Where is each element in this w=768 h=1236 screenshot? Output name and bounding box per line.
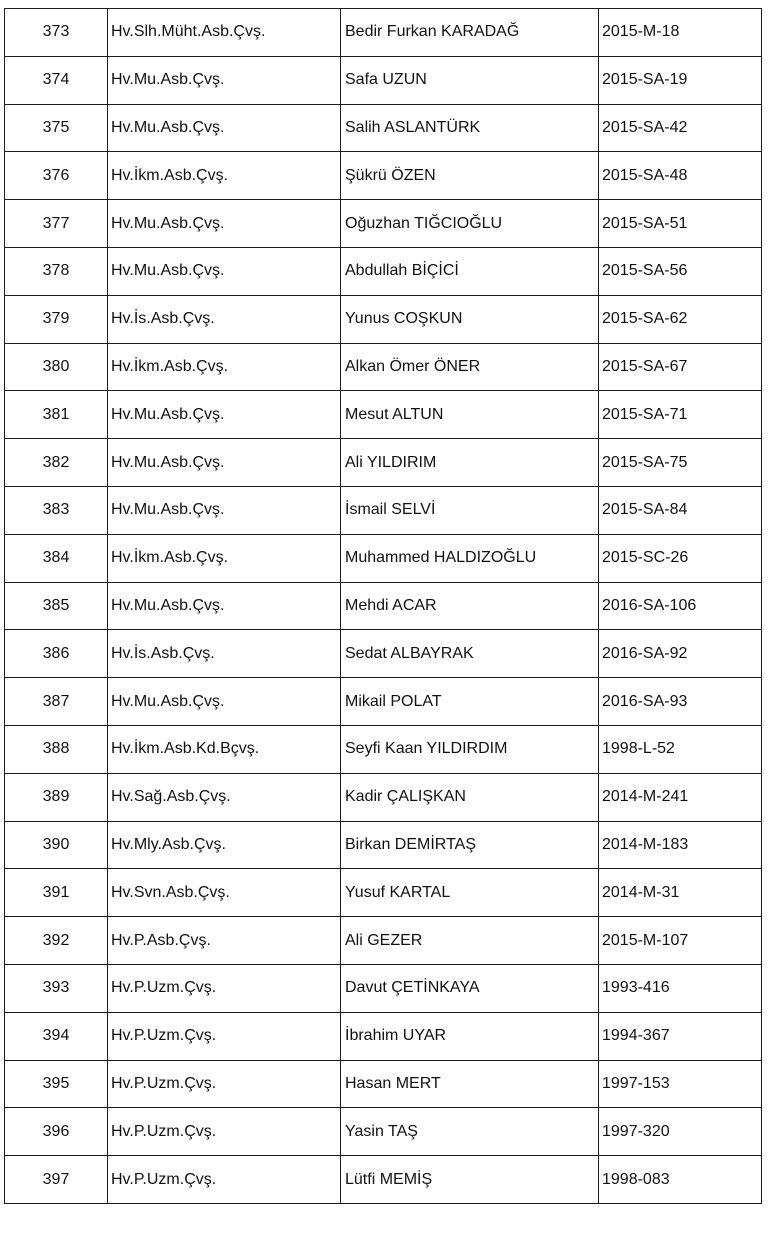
name-cell: Lütfi MEMİŞ — [341, 1156, 599, 1204]
rank-cell: Hv.Slh.Müht.Asb.Çvş. — [108, 9, 341, 57]
registry-number-cell: 2014-M-183 — [599, 821, 762, 869]
rank-cell: Hv.Mu.Asb.Çvş. — [108, 678, 341, 726]
registry-number-cell: 1998-L-52 — [599, 725, 762, 773]
row-number-cell: 397 — [5, 1156, 108, 1204]
name-cell: İbrahim UYAR — [341, 1012, 599, 1060]
rank-cell: Hv.Mu.Asb.Çvş. — [108, 391, 341, 439]
row-number-cell: 375 — [5, 104, 108, 152]
name-cell: Birkan DEMİRTAŞ — [341, 821, 599, 869]
registry-number-cell: 1993-416 — [599, 964, 762, 1012]
table-row — [5, 725, 762, 773]
personnel-table-body — [5, 9, 762, 1204]
registry-number-cell: 2015-SA-71 — [599, 391, 762, 439]
table-row — [5, 200, 762, 248]
rank-cell: Hv.Mu.Asb.Çvş. — [108, 56, 341, 104]
row-number-cell: 374 — [5, 56, 108, 104]
rank-cell: Hv.Mu.Asb.Çvş. — [108, 247, 341, 295]
table-row — [5, 104, 762, 152]
table-row — [5, 1060, 762, 1108]
table-row — [5, 964, 762, 1012]
registry-number-cell: 2016-SA-92 — [599, 630, 762, 678]
row-number-cell: 383 — [5, 486, 108, 534]
row-number-cell: 395 — [5, 1060, 108, 1108]
personnel-table — [4, 8, 762, 1204]
table-row — [5, 534, 762, 582]
name-cell: Safa UZUN — [341, 56, 599, 104]
rank-cell: Hv.İkm.Asb.Çvş. — [108, 343, 341, 391]
table-row — [5, 247, 762, 295]
name-cell: İsmail SELVİ — [341, 486, 599, 534]
row-number-cell: 380 — [5, 343, 108, 391]
rank-cell: Hv.İkm.Asb.Çvş. — [108, 534, 341, 582]
row-number-cell: 379 — [5, 295, 108, 343]
rank-cell: Hv.P.Uzm.Çvş. — [108, 964, 341, 1012]
row-number-cell: 376 — [5, 152, 108, 200]
table-row — [5, 1156, 762, 1204]
registry-number-cell: 2014-M-31 — [599, 869, 762, 917]
registry-number-cell: 2015-SC-26 — [599, 534, 762, 582]
row-number-cell: 391 — [5, 869, 108, 917]
name-cell: Mesut ALTUN — [341, 391, 599, 439]
table-row — [5, 391, 762, 439]
rank-cell: Hv.Mu.Asb.Çvş. — [108, 439, 341, 487]
name-cell: Ali YILDIRIM — [341, 439, 599, 487]
name-cell: Yunus COŞKUN — [341, 295, 599, 343]
registry-number-cell: 2015-SA-56 — [599, 247, 762, 295]
name-cell: Salih ASLANTÜRK — [341, 104, 599, 152]
row-number-cell: 388 — [5, 725, 108, 773]
row-number-cell: 393 — [5, 964, 108, 1012]
table-row — [5, 152, 762, 200]
rank-cell: Hv.İkm.Asb.Kd.Bçvş. — [108, 725, 341, 773]
rank-cell: Hv.P.Uzm.Çvş. — [108, 1012, 341, 1060]
rank-cell: Hv.İs.Asb.Çvş. — [108, 295, 341, 343]
registry-number-cell: 2015-M-107 — [599, 917, 762, 965]
registry-number-cell: 2015-SA-67 — [599, 343, 762, 391]
rank-cell: Hv.Mu.Asb.Çvş. — [108, 104, 341, 152]
rank-cell: Hv.P.Asb.Çvş. — [108, 917, 341, 965]
row-number-cell: 384 — [5, 534, 108, 582]
registry-number-cell: 1997-320 — [599, 1108, 762, 1156]
name-cell: Ali GEZER — [341, 917, 599, 965]
registry-number-cell: 2014-M-241 — [599, 773, 762, 821]
registry-number-cell: 2015-SA-42 — [599, 104, 762, 152]
row-number-cell: 385 — [5, 582, 108, 630]
rank-cell: Hv.Svn.Asb.Çvş. — [108, 869, 341, 917]
row-number-cell: 377 — [5, 200, 108, 248]
row-number-cell: 396 — [5, 1108, 108, 1156]
name-cell: Alkan Ömer ÖNER — [341, 343, 599, 391]
name-cell: Yusuf KARTAL — [341, 869, 599, 917]
rank-cell: Hv.İs.Asb.Çvş. — [108, 630, 341, 678]
name-cell: Bedir Furkan KARADAĞ — [341, 9, 599, 57]
rank-cell: Hv.P.Uzm.Çvş. — [108, 1156, 341, 1204]
registry-number-cell: 2015-M-18 — [599, 9, 762, 57]
table-row — [5, 439, 762, 487]
registry-number-cell: 1994-367 — [599, 1012, 762, 1060]
name-cell: Kadir ÇALIŞKAN — [341, 773, 599, 821]
table-row — [5, 869, 762, 917]
row-number-cell: 394 — [5, 1012, 108, 1060]
row-number-cell: 386 — [5, 630, 108, 678]
name-cell: Seyfi Kaan YILDIRDIM — [341, 725, 599, 773]
name-cell: Hasan MERT — [341, 1060, 599, 1108]
table-row — [5, 1012, 762, 1060]
row-number-cell: 390 — [5, 821, 108, 869]
registry-number-cell: 2016-SA-106 — [599, 582, 762, 630]
table-row — [5, 56, 762, 104]
row-number-cell: 378 — [5, 247, 108, 295]
table-row — [5, 630, 762, 678]
row-number-cell: 382 — [5, 439, 108, 487]
table-row — [5, 917, 762, 965]
registry-number-cell: 2015-SA-84 — [599, 486, 762, 534]
rank-cell: Hv.İkm.Asb.Çvş. — [108, 152, 341, 200]
table-row — [5, 773, 762, 821]
name-cell: Abdullah BİÇİCİ — [341, 247, 599, 295]
registry-number-cell: 2015-SA-51 — [599, 200, 762, 248]
name-cell: Oğuzhan TIĞCIOĞLU — [341, 200, 599, 248]
registry-number-cell: 2016-SA-93 — [599, 678, 762, 726]
registry-number-cell: 2015-SA-19 — [599, 56, 762, 104]
registry-number-cell: 2015-SA-75 — [599, 439, 762, 487]
row-number-cell: 373 — [5, 9, 108, 57]
row-number-cell: 389 — [5, 773, 108, 821]
name-cell: Yasin TAŞ — [341, 1108, 599, 1156]
name-cell: Davut ÇETİNKAYA — [341, 964, 599, 1012]
name-cell: Sedat ALBAYRAK — [341, 630, 599, 678]
name-cell: Mikail POLAT — [341, 678, 599, 726]
rank-cell: Hv.Mu.Asb.Çvş. — [108, 200, 341, 248]
name-cell: Şükrü ÖZEN — [341, 152, 599, 200]
table-row — [5, 486, 762, 534]
rank-cell: Hv.Mly.Asb.Çvş. — [108, 821, 341, 869]
registry-number-cell: 1997-153 — [599, 1060, 762, 1108]
name-cell: Muhammed HALDIZOĞLU — [341, 534, 599, 582]
row-number-cell: 381 — [5, 391, 108, 439]
table-row — [5, 678, 762, 726]
table-row — [5, 9, 762, 57]
table-row — [5, 821, 762, 869]
row-number-cell: 387 — [5, 678, 108, 726]
table-row — [5, 582, 762, 630]
registry-number-cell: 1998-083 — [599, 1156, 762, 1204]
rank-cell: Hv.Mu.Asb.Çvş. — [108, 486, 341, 534]
rank-cell: Hv.P.Uzm.Çvş. — [108, 1060, 341, 1108]
rank-cell: Hv.Sağ.Asb.Çvş. — [108, 773, 341, 821]
row-number-cell: 392 — [5, 917, 108, 965]
table-row — [5, 295, 762, 343]
registry-number-cell: 2015-SA-48 — [599, 152, 762, 200]
table-row — [5, 1108, 762, 1156]
registry-number-cell: 2015-SA-62 — [599, 295, 762, 343]
rank-cell: Hv.P.Uzm.Çvş. — [108, 1108, 341, 1156]
name-cell: Mehdi ACAR — [341, 582, 599, 630]
rank-cell: Hv.Mu.Asb.Çvş. — [108, 582, 341, 630]
table-row — [5, 343, 762, 391]
